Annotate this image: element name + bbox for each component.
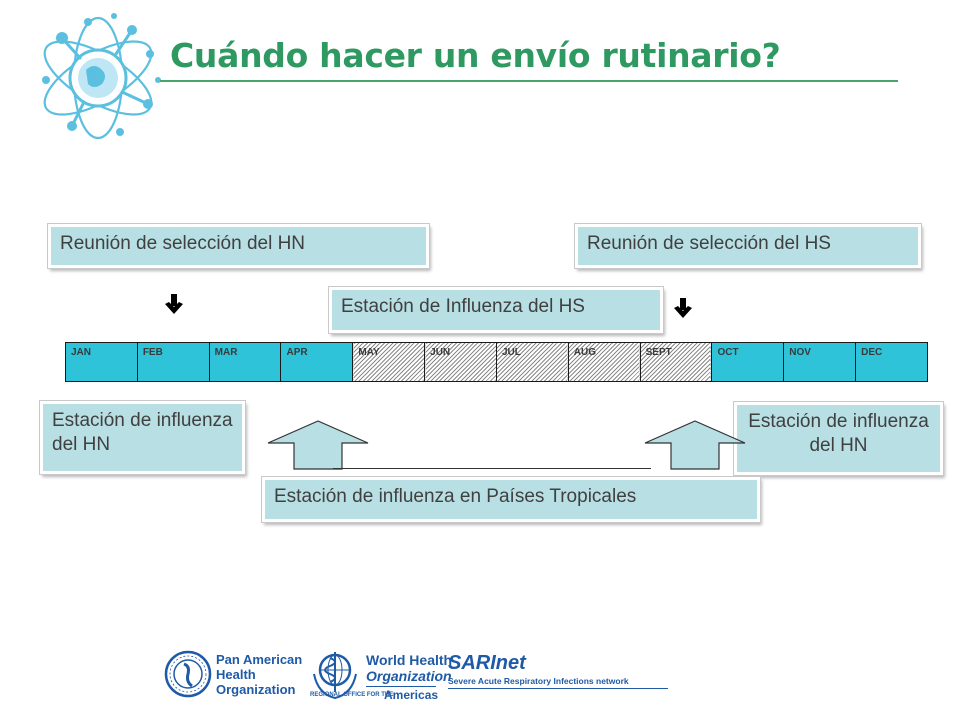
- month-cell: OCT: [712, 343, 784, 382]
- sarinet-underline: [448, 688, 668, 689]
- month-row: [66, 343, 928, 382]
- paho-seal-logo: [164, 650, 212, 698]
- who-name-line1: World Health: [366, 652, 453, 668]
- hn-selection-meeting-box: [48, 224, 429, 268]
- month-cell: JUN: [425, 343, 497, 382]
- month-cell: DEC: [856, 343, 928, 382]
- month-cell: MAR: [209, 343, 281, 382]
- month-cell: JUL: [496, 343, 568, 382]
- who-americas: Americas: [384, 688, 439, 702]
- sarinet-subtitle: Severe Acute Respiratory Infections network: [448, 676, 629, 686]
- block-arrow-up-icon: [643, 419, 747, 471]
- arrow-down-icon: [164, 294, 184, 316]
- who-regional-office: REGIONAL OFFICE FOR THE: [310, 692, 394, 698]
- hn-influenza-season-box-right: [734, 402, 943, 475]
- block-arrow-up-icon: [266, 419, 370, 471]
- hn-influenza-season-box-left: [40, 401, 245, 474]
- month-cell: AUG: [568, 343, 640, 382]
- footer-logos: [160, 640, 680, 710]
- title-underline: [160, 80, 898, 82]
- who-name-line2: Organization: [366, 668, 452, 684]
- arrow-down-icon: [673, 298, 693, 320]
- month-cell: FEB: [137, 343, 209, 382]
- sarinet-emblem-logo: [28, 8, 168, 148]
- who-divider: [366, 686, 436, 687]
- sarinet-name: SARInet: [448, 652, 526, 674]
- month-timeline: [65, 342, 928, 382]
- hs-influenza-season-label: Estación de Influenza del HS: [341, 296, 585, 317]
- tropical-season-span-line: [333, 468, 651, 469]
- tropical-influenza-season-box: [262, 477, 760, 522]
- month-cell: MAY: [353, 343, 425, 382]
- hs-influenza-season-box: [329, 287, 663, 333]
- hn-selection-meeting-label: Reunión de selección del HN: [60, 233, 306, 254]
- hn-influenza-season-label-right: Estación de influenza del HN: [748, 411, 929, 456]
- month-cell: SEPT: [640, 343, 712, 382]
- hn-influenza-season-label-left: Estación de influenza del HN: [52, 410, 233, 455]
- paho-name-line3: Organization: [216, 682, 296, 697]
- month-cell: APR: [281, 343, 353, 382]
- month-cell: JAN: [66, 343, 138, 382]
- month-cell: NOV: [784, 343, 856, 382]
- paho-name-line1: Pan American: [216, 652, 303, 667]
- page-title: Cuándo hacer un envío rutinario?: [170, 36, 781, 75]
- tropical-influenza-season-label: Estación de influenza en Países Tropicales: [274, 486, 637, 507]
- hs-selection-meeting-box: [575, 224, 921, 268]
- hs-selection-meeting-label: Reunión de selección del HS: [587, 233, 831, 254]
- paho-name-line2: Health: [216, 667, 256, 682]
